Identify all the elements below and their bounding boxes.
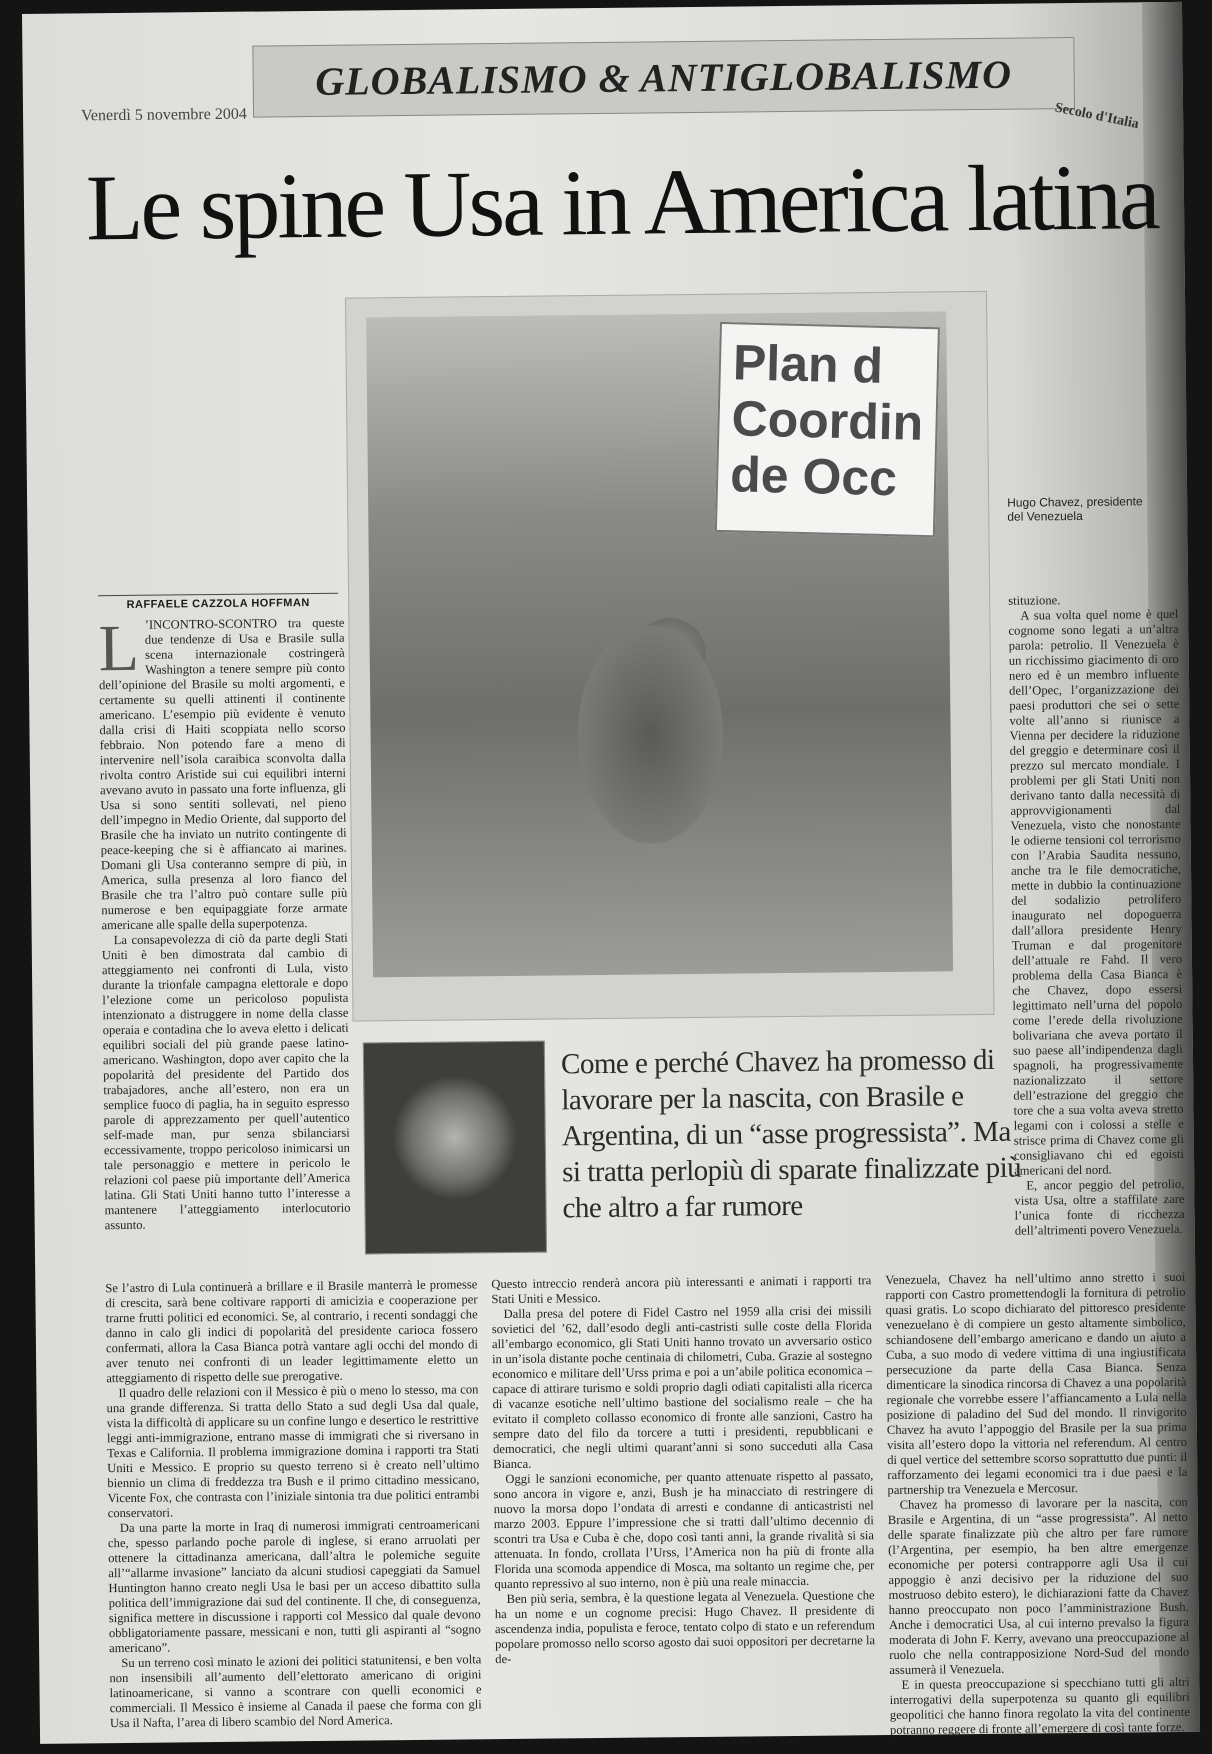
photo-caption: Hugo Chavez, presidente del Venezuela <box>1007 494 1143 524</box>
article-paragraph: Il quadro delle relazioni con il Messico è più o meno lo stesso, ma con una grande differenza. Si tratta dello Stato a sud degli Usa dal quale, vista la difficoltà di applicare su un confine lungo e desertico le restrittive leggi anti-immigrazione, entrano masse di immigrati che si riversano in Texas e California. Il problema immigrazione domina i rapporti tra Stati Uniti e Messico. E proprio su questo terreno si è creato nell’ultimo biennio un clima di freddezza tra Bush e il primo cittadino messicano, Vicente Fox, che contrasta con l’iniziale sintonia tra due politici entrambi conservatori. <box>106 1382 480 1521</box>
article-column-bottom-1 <box>105 1277 482 1731</box>
article-paragraph: Ben più seria, sembra, è la questione legata al Venezuela. Questione che ha un nome e un cognome precisi: Hugo Chavez. Il presidente di ascendenza india, populista e feroce, tentato colpo di stato e un referendum popolare promosso nello scorso agosto dai suoi oppositori per decretarne la de- <box>494 1588 876 1667</box>
article-paragraph: Da una parte la morte in Iraq di numerosi immigrati centroamericani che, spesso parlando poche parole di inglese, si erano arruolati per ottenere la cittadinanza americana, dall’altra le polemiche seguite all’“allarme invasione” lanciato da alcuni studiosi capeggiati da Samuel Huntington hanno creato negli Usa le basi per un acceso dibattito sulla politica dell’immigrazione dai sud del continente. Il che, di conseguenza, significa mettere in discussione i rapporti col Messico dal quale devono obbligatoriamente passare, messicani e non, tutti gli aspiranti al “sogno americano”. <box>107 1517 482 1656</box>
article-column-right <box>1008 592 1185 1238</box>
masthead <box>252 37 1075 118</box>
banner-line: Coordin <box>730 390 924 451</box>
headline: Le spine Usa in America latina <box>85 145 1159 261</box>
paragraph-text: ’INCONTRO-SCONTRO tra queste due tendenze di Usa e Brasile sulla scena internazionale costringerà Washington a tenere sempre più conto dell’opinione del Brasile su molti argomenti, e certamente su quelli attinenti il continente americano. L’esempio più evidente è venuto dalla crisi di Haiti scoppiata nello scorso febbraio. Non potendo fare a meno di intervenire nell’isola caraibica sconvolta dalla rivolta contro Aristide sui cui equilibri interni avevano avuto in passato una forte influenza, gli Usa si sono sentiti sollevati, nel pieno dell’impegno in Medio Oriente, dal supporto del Brasile che ha inviato un nutrito contingente di peace-keeping che si è affiancato ai marines. Domani gli Usa conteranno sempre di più, in America, sulla presenza al loro fianco del Brasile che tra l’altro può contare sulle più numerose e ben equipaggiate forze armate americane alle spalle della superpotenza. <box>98 615 348 933</box>
article-paragraph <box>98 611 348 934</box>
banner-line: de Occ <box>729 446 898 507</box>
article-column-left <box>98 611 351 1277</box>
section-label: Secolo d'Italia <box>1053 100 1140 133</box>
issue-date: Venerdì 5 novembre 2004 <box>80 105 247 125</box>
protest-banner <box>715 322 940 537</box>
article-paragraph: stituzione. <box>1008 593 1061 608</box>
chavez-photo <box>366 311 953 977</box>
photo-frame <box>345 291 995 1022</box>
article-paragraph: La consapevolezza di ciò da parte degli Stati Uniti è ben dimostrata dal cambio di atteggiamento nei confronti di Lula, visto durante la trionfale campagna elettorale e dopo l’elezione come un pericoloso populista intenzionato a distruggere in nome della classe operaia e contadina che lo aveva eletto i delicati equilibri sociali del più grande paese latino-americano. Washington, dopo aver capito che la popolarità del presidente del Partido dos trabajadores, anche all’estero, non era un semplice fuoco di paglia, ha in seguito espresso parole di apprezzamento per quell’autentico self-made man, pur senza sbilanciarsi eccessivamente, troppo pericoloso inimicarsi un tale personaggio e mettere in pericolo le relazioni col paese più importante dell’America latina. Gli Stati Uniti hanno tutto l’interesse a mantenere l’atteggiamento interlocutorio assunto. <box>101 930 351 1233</box>
article-paragraph: Chavez ha promesso di lavorare per la nascita, con Brasile e Argentina, di un “asse progressista”. Al netto delle sparate finalizzate più che altro per fare rumore (l’Argentina, per esempio, ha ben altre emergenze economiche per potersi contrapporre agli Usa il cui appoggio è anzi decisivo per la riduzione del suo mostruoso debito estero), le dichiarazioni fatte da Chavez hanno preoccupato non poco l’amministrazione Bush. Anche i democratici Usa, al cui interno prevalso la figura moderata di John F. Kerry, avevano una preoccupazione al ruolo che nella contrapposizione Nord-Sud del mondo assumerà il Venezuela. <box>887 1494 1190 1678</box>
pull-quote: Come e perché Chavez ha promesso di lavorare per la nascita, con Brasile e Argentina, di un “asse progressista”. Ma si tratta perlopiù di sparate finalizzate più che altro a far rumore <box>560 1043 1022 1225</box>
byline: RAFFAELE CAZZOLA HOFFMAN <box>98 593 338 612</box>
article-paragraph: Se l’astro di Lula continuerà a brillare e il Brasile manterrà le promesse di crescita, sarà bene coltivare rapporti di amicizia e cooperazione per trarne frutti politici ed economici. Se, al contrario, i recenti sondaggi che danno in calo gli indici di popolarità del presidente carioca fossero confermati, allora la Casa Bianca potrà vantare agli occhi del mondo di aver tenuto nei confronti di un leader legittimamente eletto un atteggiamento di rispetto delle sue prerogative. <box>105 1277 479 1386</box>
article-paragraph: E, ancor peggio del petrolio, vista Usa, oltre a staffilate zare l’unica fonte di ricchezza dell’altrimenti povero Venezuela. <box>1014 1176 1185 1238</box>
article-paragraph: Questo intreccio renderà ancora più interessanti e animati i rapporti tra Stati Uniti e Messico. <box>491 1273 872 1307</box>
article-column-bottom-2 <box>491 1273 876 1717</box>
masthead-title: GLOBALISMO & ANTIGLOBALISMO <box>315 51 1013 104</box>
article-paragraph: Venezuela, Chavez ha nell’ultimo anno stretto i suoi rapporti con Castro promettendogli la fornitura di petrolio quasi gratis. Lo scopo dichiarato del pittoresco presidente venezuelano è di compiere un gesto altamente simbolico, schiandosene dell’embargo americano e dando un aiuto a Cuba, a suo modo di vedere vittima di una ingiustificata persecuzione da parte della Casa Bianca. Senza dimenticare la sinodica rincorsa di Chavez a una popolarità regionale che vorrebbe essere l’affiancamento a Lula nella posizione di paladino del Sud del mondo. Il rinvigorito Chavez ha avuto l’appoggio del Brasile per la sua prima visita all’estero dopo la vittoria nel referendum. Al centro di quel vertice del settembre scorso soprattutto due punti: il rafforzamento dei legami economici tra i due paesi e la partnership tra Venezuela e Mercosur. <box>885 1269 1188 1498</box>
article-paragraph: Su un terreno così minato le azioni dei politici statunitensi, e ben volta non insensibili all’aumento dell’elettorato americano di origini latinoamericane, si vanno a scontrare con quelli economici e commerciali. Il Messico è insieme al Canada il paese che forma con gli Usa il Nafta, l’area di libero scambio del Nord America. <box>109 1652 482 1731</box>
article-paragraph: A sua volta quel nome è quel cognome sono legati a un’altra parola: petrolio. Il Venezuela è un ricchissimo giacimento di oro nero ed è un membro influente dell’Opec, l’organizzazione dei paesi produttori che sei o sette volte all’anno si riunisce a Vienna per decidere la riduzione del greggio e determinare così il prezzo sul mercato mondiale. I problemi per gli Stati Uniti non derivano tanto dalla necessità di approvvigionamenti dal Venezuela, visto che nonostante le odierne tensioni col terrorismo con l’Arabia Saudita nessuno, anche tra le file democratiche, mette in dubbio la continuazione del sodalizio petrolifero inaugurato nel dopoguerra dall’allora presidente Henry Truman e dal progenitore dell’attuale re Fahd. Il vero problema della Casa Bianca è che Chavez, dopo essersi legittimato nell’urna del popolo come l’erede della rivoluzione bolivariana che aveva portato il suo paese all’indipendenza dagli spagnoli, ha progressivamente nazionalizzato il settore dell’estrazione del greggio che tore che a sua volta aveva stretto legami con i colossi a stelle e strisce prima di Chavez come gli consigliavano chi ed egoisti americani del nord. <box>1008 606 1185 1178</box>
newspaper-page <box>22 2 1200 1744</box>
globe-illustration <box>363 1041 547 1255</box>
article-paragraph: Dalla presa del potere di Fidel Castro nel 1959 alla crisi dei missili sovietici del ’62, dall’esodo degli anti-castristi sulle coste della Florida all’embargo economico, gli Stati Uniti hanno trovato un avversario ostico in un’isola distante poche centinaia di chilometri, Cuba. Grazie al sostegno economico e militare dell’Urss prima e poi a un’abile politica economica – capace di attirare turismo e soldi proprio dagli odiati capitalisti alla ricerca di vacanze esotiche nell’ultimo bastione del socialismo reale – che ha evitato il completo collasso economico di fronte alle sanzioni, Castro ha sempre dato del filo da torcere a tutti i presidenti, repubblicani e democratici, che negli ultimi quarant’anni si sono succeduti alla Casa Bianca. <box>491 1303 874 1472</box>
article-paragraph: Oggi le sanzioni economiche, per quanto attenuate rispetto al passato, sono ancora in vigore e, anzi, Bush je ha minacciato di restringere di nuovo la morsa dopo l’ondata di arresti e condanne di anticastristi nel marzo 2003. Eppure l’impressione che si tratti dall’ultimo decennio di scontri tra Usa e Cuba è che, dopo così tanti anni, la grande rivalità si sia attenuata. In fondo, crollata l’Urss, l’America non ha più di fronte alla Florida una scomoda appendice di Mosca, ma soltanto un regime che, per quanto repressivo al suo interno, non è più una reale minaccia. <box>493 1468 875 1592</box>
article-paragraph: E in questa preoccupazione si specchiano tutti gli altri interrogativi della superpotenza su quanto gli equilibri geopolitici che hanno finora regolato la vita del continente potranno reggere di fronte all’emergere di così tante forze. <box>889 1674 1190 1738</box>
banner-line: Plan d <box>732 334 884 394</box>
article-column-bottom-3 <box>885 1269 1190 1738</box>
drop-cap: L <box>98 611 140 686</box>
